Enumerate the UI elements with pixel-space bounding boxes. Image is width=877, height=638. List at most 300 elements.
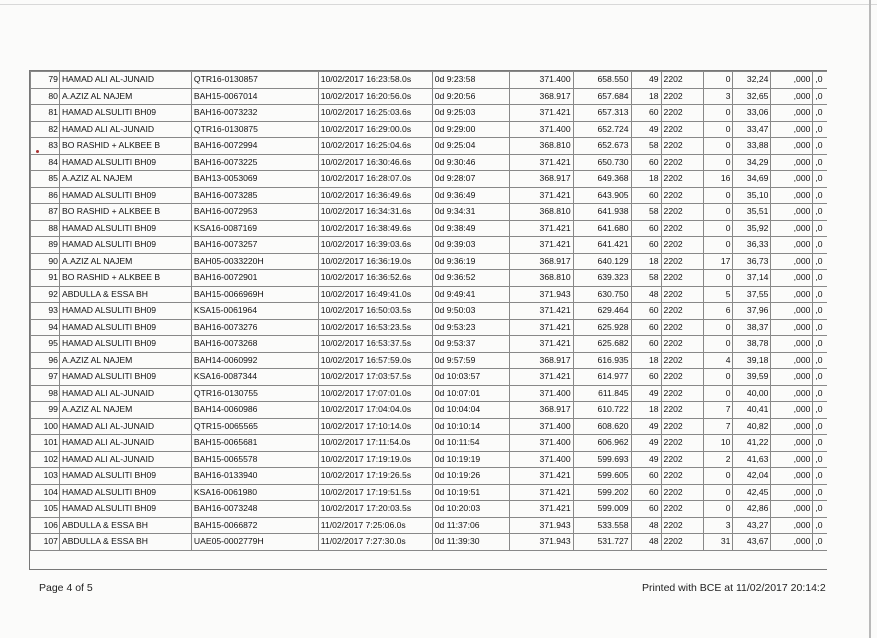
points-cell: 0: [703, 105, 733, 122]
coef-cell: 36,33: [733, 237, 771, 254]
distance-cell: 371.421: [509, 237, 573, 254]
extra-cell: ,0: [813, 220, 827, 237]
rank-cell: 100: [31, 418, 60, 435]
fancier-cell: HAMAD ALI AL-JUNAID: [59, 385, 191, 402]
table-row: [31, 517, 828, 534]
code-cell: 2202: [661, 88, 703, 105]
speed-cell: 649.368: [573, 171, 631, 188]
coef-cell: 43,27: [733, 517, 771, 534]
extra-cell: ,0: [813, 105, 827, 122]
speed-cell: 625.928: [573, 319, 631, 336]
code-cell: 2202: [661, 220, 703, 237]
results-table-body: [31, 72, 828, 551]
count-cell: 18: [631, 352, 661, 369]
code-cell: 2202: [661, 187, 703, 204]
fancier-cell: HAMAD ALSULITI BH09: [59, 501, 191, 518]
arrival-cell: 10/02/2017 16:25:03.6s: [318, 105, 432, 122]
rank-cell: 94: [31, 319, 60, 336]
rank-cell: 84: [31, 154, 60, 171]
table-row: [31, 534, 828, 551]
rank-cell: 101: [31, 435, 60, 452]
coef-cell: 33,06: [733, 105, 771, 122]
speed-cell: 657.684: [573, 88, 631, 105]
ring-cell: BAH16-0073257: [191, 237, 318, 254]
code-cell: 2202: [661, 171, 703, 188]
extra-cell: ,0: [813, 501, 827, 518]
distance-cell: 368.810: [509, 270, 573, 287]
rank-cell: 79: [31, 72, 60, 89]
code-cell: 2202: [661, 534, 703, 551]
coef-cell: 32,65: [733, 88, 771, 105]
table-row: [31, 253, 828, 270]
fancier-cell: HAMAD ALSULITI BH09: [59, 369, 191, 386]
arrival-cell: 10/02/2017 17:11:54.0s: [318, 435, 432, 452]
arrival-cell: 10/02/2017 16:53:23.5s: [318, 319, 432, 336]
points-cell: 5: [703, 286, 733, 303]
extra-cell: ,0: [813, 187, 827, 204]
arrival-cell: 10/02/2017 16:25:04.6s: [318, 138, 432, 155]
coef-cell: 41,22: [733, 435, 771, 452]
ring-cell: BAH13-0053069: [191, 171, 318, 188]
distance-cell: 371.400: [509, 418, 573, 435]
table-row: [31, 352, 828, 369]
extra-cell: ,0: [813, 468, 827, 485]
ring-cell: BAH16-0073232: [191, 105, 318, 122]
code-cell: 2202: [661, 369, 703, 386]
coef-cell: 32,24: [733, 72, 771, 89]
distance-cell: 368.917: [509, 171, 573, 188]
duration-cell: 0d 11:39:30: [432, 534, 509, 551]
code-cell: 2202: [661, 138, 703, 155]
coef-cell: 40,82: [733, 418, 771, 435]
fancier-cell: BO RASHID + ALKBEE B: [59, 270, 191, 287]
value-cell: ,000: [771, 88, 813, 105]
extra-cell: ,0: [813, 336, 827, 353]
ring-cell: QTR16-0130755: [191, 385, 318, 402]
fancier-cell: HAMAD ALSULITI BH09: [59, 468, 191, 485]
rank-cell: 103: [31, 468, 60, 485]
ring-cell: BAH16-0073276: [191, 319, 318, 336]
code-cell: 2202: [661, 501, 703, 518]
points-cell: 0: [703, 204, 733, 221]
ring-cell: KSA15-0061964: [191, 303, 318, 320]
points-cell: 10: [703, 435, 733, 452]
fancier-cell: HAMAD ALSULITI BH09: [59, 336, 191, 353]
ring-cell: KSA16-0061980: [191, 484, 318, 501]
count-cell: 60: [631, 369, 661, 386]
fancier-cell: A.AZIZ AL NAJEM: [59, 171, 191, 188]
rank-cell: 91: [31, 270, 60, 287]
count-cell: 58: [631, 270, 661, 287]
coef-cell: 34,29: [733, 154, 771, 171]
duration-cell: 0d 10:19:19: [432, 451, 509, 468]
code-cell: 2202: [661, 237, 703, 254]
speed-cell: 610.722: [573, 402, 631, 419]
value-cell: ,000: [771, 220, 813, 237]
table-row: [31, 138, 828, 155]
speed-cell: 641.680: [573, 220, 631, 237]
extra-cell: ,0: [813, 154, 827, 171]
extra-cell: ,0: [813, 534, 827, 551]
table-row: [31, 402, 828, 419]
value-cell: ,000: [771, 501, 813, 518]
coef-cell: 41,63: [733, 451, 771, 468]
ring-cell: QTR16-0130857: [191, 72, 318, 89]
distance-cell: 371.421: [509, 154, 573, 171]
code-cell: 2202: [661, 352, 703, 369]
table-row: [31, 286, 828, 303]
fancier-cell: HAMAD ALI AL-JUNAID: [59, 72, 191, 89]
count-cell: 60: [631, 484, 661, 501]
value-cell: ,000: [771, 385, 813, 402]
extra-cell: ,0: [813, 138, 827, 155]
table-row: [31, 187, 828, 204]
count-cell: 60: [631, 220, 661, 237]
ring-cell: BAH15-0065681: [191, 435, 318, 452]
speed-cell: 611.845: [573, 385, 631, 402]
arrival-cell: 10/02/2017 17:03:57.5s: [318, 369, 432, 386]
extra-cell: ,0: [813, 303, 827, 320]
distance-cell: 371.421: [509, 369, 573, 386]
table-row: [31, 88, 828, 105]
extra-cell: ,0: [813, 352, 827, 369]
distance-cell: 371.421: [509, 303, 573, 320]
points-cell: 0: [703, 369, 733, 386]
speed-cell: 599.202: [573, 484, 631, 501]
coef-cell: 33,88: [733, 138, 771, 155]
duration-cell: 0d 9:20:56: [432, 88, 509, 105]
table-row: [31, 501, 828, 518]
count-cell: 18: [631, 171, 661, 188]
count-cell: 60: [631, 105, 661, 122]
speed-cell: 643.905: [573, 187, 631, 204]
duration-cell: 0d 10:03:57: [432, 369, 509, 386]
rank-cell: 82: [31, 121, 60, 138]
points-cell: 31: [703, 534, 733, 551]
speed-cell: 606.962: [573, 435, 631, 452]
speed-cell: 658.550: [573, 72, 631, 89]
coef-cell: 40,00: [733, 385, 771, 402]
value-cell: ,000: [771, 121, 813, 138]
duration-cell: 0d 10:10:14: [432, 418, 509, 435]
distance-cell: 371.421: [509, 187, 573, 204]
value-cell: ,000: [771, 484, 813, 501]
fancier-cell: HAMAD ALSULITI BH09: [59, 319, 191, 336]
code-cell: 2202: [661, 105, 703, 122]
rank-cell: 89: [31, 237, 60, 254]
code-cell: 2202: [661, 468, 703, 485]
code-cell: 2202: [661, 286, 703, 303]
code-cell: 2202: [661, 319, 703, 336]
points-cell: 0: [703, 270, 733, 287]
ring-cell: BAH16-0072901: [191, 270, 318, 287]
count-cell: 60: [631, 468, 661, 485]
speed-cell: 652.724: [573, 121, 631, 138]
value-cell: ,000: [771, 253, 813, 270]
arrival-cell: 10/02/2017 16:36:49.6s: [318, 187, 432, 204]
value-cell: ,000: [771, 237, 813, 254]
count-cell: 60: [631, 187, 661, 204]
distance-cell: 371.400: [509, 451, 573, 468]
arrival-cell: 10/02/2017 16:23:58.0s: [318, 72, 432, 89]
coef-cell: 34,69: [733, 171, 771, 188]
value-cell: ,000: [771, 171, 813, 188]
points-cell: 0: [703, 138, 733, 155]
extra-cell: ,0: [813, 204, 827, 221]
count-cell: 48: [631, 286, 661, 303]
distance-cell: 371.421: [509, 501, 573, 518]
duration-cell: 0d 9:53:37: [432, 336, 509, 353]
distance-cell: 371.400: [509, 435, 573, 452]
points-cell: 7: [703, 402, 733, 419]
arrival-cell: 10/02/2017 17:04:04.0s: [318, 402, 432, 419]
arrival-cell: 10/02/2017 17:10:14.0s: [318, 418, 432, 435]
extra-cell: ,0: [813, 451, 827, 468]
distance-cell: 368.810: [509, 138, 573, 155]
coef-cell: 38,78: [733, 336, 771, 353]
points-cell: 0: [703, 121, 733, 138]
count-cell: 49: [631, 435, 661, 452]
arrival-cell: 10/02/2017 16:30:46.6s: [318, 154, 432, 171]
rank-cell: 102: [31, 451, 60, 468]
distance-cell: 371.421: [509, 336, 573, 353]
coef-cell: 37,55: [733, 286, 771, 303]
distance-cell: 371.400: [509, 385, 573, 402]
value-cell: ,000: [771, 154, 813, 171]
ring-cell: BAH15-0065578: [191, 451, 318, 468]
extra-cell: ,0: [813, 72, 827, 89]
page-top-edge: [0, 4, 877, 5]
speed-cell: 641.421: [573, 237, 631, 254]
table-row: [31, 220, 828, 237]
extra-cell: ,0: [813, 418, 827, 435]
arrival-cell: 10/02/2017 17:19:51.5s: [318, 484, 432, 501]
ring-cell: BAH16-0072953: [191, 204, 318, 221]
speed-cell: 629.464: [573, 303, 631, 320]
coef-cell: 42,45: [733, 484, 771, 501]
rank-cell: 107: [31, 534, 60, 551]
code-cell: 2202: [661, 72, 703, 89]
distance-cell: 371.421: [509, 484, 573, 501]
coef-cell: 42,86: [733, 501, 771, 518]
extra-cell: ,0: [813, 286, 827, 303]
ring-cell: BAH15-0066969H: [191, 286, 318, 303]
coef-cell: 33,47: [733, 121, 771, 138]
arrival-cell: 10/02/2017 17:19:26.5s: [318, 468, 432, 485]
points-cell: 0: [703, 484, 733, 501]
points-cell: 0: [703, 468, 733, 485]
table-row: [31, 451, 828, 468]
arrival-cell: 10/02/2017 16:36:52.6s: [318, 270, 432, 287]
fancier-cell: HAMAD ALI AL-JUNAID: [59, 451, 191, 468]
fancier-cell: A.AZIZ AL NAJEM: [59, 88, 191, 105]
points-cell: 0: [703, 237, 733, 254]
fancier-cell: HAMAD ALSULITI BH09: [59, 484, 191, 501]
duration-cell: 0d 9:28:07: [432, 171, 509, 188]
points-cell: 2: [703, 451, 733, 468]
value-cell: ,000: [771, 534, 813, 551]
ring-cell: BAH16-0073248: [191, 501, 318, 518]
speed-cell: 599.009: [573, 501, 631, 518]
points-cell: 0: [703, 220, 733, 237]
points-cell: 0: [703, 154, 733, 171]
value-cell: ,000: [771, 187, 813, 204]
fancier-cell: HAMAD ALSULITI BH09: [59, 105, 191, 122]
duration-cell: 0d 9:50:03: [432, 303, 509, 320]
rank-cell: 106: [31, 517, 60, 534]
arrival-cell: 10/02/2017 16:39:03.6s: [318, 237, 432, 254]
table-row: [31, 270, 828, 287]
duration-cell: 0d 9:57:59: [432, 352, 509, 369]
rank-cell: 93: [31, 303, 60, 320]
ring-cell: BAH16-0133940: [191, 468, 318, 485]
coef-cell: 38,37: [733, 319, 771, 336]
table-row: [31, 237, 828, 254]
duration-cell: 0d 11:37:06: [432, 517, 509, 534]
points-cell: 6: [703, 303, 733, 320]
table-row: [31, 121, 828, 138]
count-cell: 60: [631, 303, 661, 320]
points-cell: 0: [703, 501, 733, 518]
extra-cell: ,0: [813, 517, 827, 534]
arrival-cell: 11/02/2017 7:27:30.0s: [318, 534, 432, 551]
fancier-cell: HAMAD ALI AL-JUNAID: [59, 121, 191, 138]
code-cell: 2202: [661, 484, 703, 501]
ring-cell: QTR16-0130875: [191, 121, 318, 138]
fancier-cell: ABDULLA & ESSA BH: [59, 286, 191, 303]
code-cell: 2202: [661, 270, 703, 287]
value-cell: ,000: [771, 336, 813, 353]
speed-cell: 616.935: [573, 352, 631, 369]
arrival-cell: 10/02/2017 16:34:31.6s: [318, 204, 432, 221]
extra-cell: ,0: [813, 253, 827, 270]
rank-cell: 81: [31, 105, 60, 122]
speed-cell: 650.730: [573, 154, 631, 171]
value-cell: ,000: [771, 517, 813, 534]
arrival-cell: 10/02/2017 16:29:00.0s: [318, 121, 432, 138]
table-row: [31, 171, 828, 188]
duration-cell: 0d 10:04:04: [432, 402, 509, 419]
coef-cell: 42,04: [733, 468, 771, 485]
distance-cell: 368.917: [509, 352, 573, 369]
speed-cell: 599.605: [573, 468, 631, 485]
fancier-cell: HAMAD ALSULITI BH09: [59, 154, 191, 171]
code-cell: 2202: [661, 303, 703, 320]
duration-cell: 0d 9:23:58: [432, 72, 509, 89]
arrival-cell: 11/02/2017 7:25:06.0s: [318, 517, 432, 534]
duration-cell: 0d 9:25:04: [432, 138, 509, 155]
table-row: [31, 336, 828, 353]
extra-cell: ,0: [813, 319, 827, 336]
speed-cell: 652.673: [573, 138, 631, 155]
ring-cell: BAH16-0073268: [191, 336, 318, 353]
extra-cell: ,0: [813, 171, 827, 188]
rank-cell: 96: [31, 352, 60, 369]
coef-cell: 39,59: [733, 369, 771, 386]
fancier-cell: HAMAD ALI AL-JUNAID: [59, 418, 191, 435]
fancier-cell: BO RASHID + ALKBEE B: [59, 138, 191, 155]
count-cell: 58: [631, 138, 661, 155]
page-right-edge: [869, 0, 871, 638]
value-cell: ,000: [771, 352, 813, 369]
duration-cell: 0d 10:19:26: [432, 468, 509, 485]
code-cell: 2202: [661, 121, 703, 138]
ring-cell: KSA16-0087344: [191, 369, 318, 386]
arrival-cell: 10/02/2017 17:07:01.0s: [318, 385, 432, 402]
distance-cell: 371.421: [509, 468, 573, 485]
coef-cell: 37,14: [733, 270, 771, 287]
rank-cell: 87: [31, 204, 60, 221]
ring-cell: BAH16-0073285: [191, 187, 318, 204]
ring-cell: BAH14-0060992: [191, 352, 318, 369]
code-cell: 2202: [661, 154, 703, 171]
fancier-cell: ABDULLA & ESSA BH: [59, 517, 191, 534]
points-cell: 17: [703, 253, 733, 270]
ring-cell: QTR15-0065565: [191, 418, 318, 435]
rank-cell: 105: [31, 501, 60, 518]
distance-cell: 371.421: [509, 319, 573, 336]
points-cell: 3: [703, 88, 733, 105]
arrival-cell: 10/02/2017 16:49:41.0s: [318, 286, 432, 303]
value-cell: ,000: [771, 402, 813, 419]
extra-cell: ,0: [813, 385, 827, 402]
duration-cell: 0d 10:07:01: [432, 385, 509, 402]
distance-cell: 371.400: [509, 121, 573, 138]
count-cell: 18: [631, 88, 661, 105]
speed-cell: 625.682: [573, 336, 631, 353]
arrival-cell: 10/02/2017 16:50:03.5s: [318, 303, 432, 320]
coef-cell: 43,67: [733, 534, 771, 551]
rank-cell: 83: [31, 138, 60, 155]
extra-cell: ,0: [813, 270, 827, 287]
rank-cell: 104: [31, 484, 60, 501]
speed-cell: 641.938: [573, 204, 631, 221]
rank-cell: 95: [31, 336, 60, 353]
table-row: [31, 435, 828, 452]
results-table: [30, 71, 827, 551]
value-cell: ,000: [771, 138, 813, 155]
ring-cell: BAH14-0060986: [191, 402, 318, 419]
count-cell: 18: [631, 253, 661, 270]
code-cell: 2202: [661, 402, 703, 419]
value-cell: ,000: [771, 105, 813, 122]
count-cell: 49: [631, 121, 661, 138]
table-row: [31, 154, 828, 171]
distance-cell: 368.917: [509, 253, 573, 270]
coef-cell: 35,10: [733, 187, 771, 204]
ring-cell: BAH15-0066872: [191, 517, 318, 534]
points-cell: 7: [703, 418, 733, 435]
rank-cell: 86: [31, 187, 60, 204]
distance-cell: 371.943: [509, 534, 573, 551]
extra-cell: ,0: [813, 121, 827, 138]
points-cell: 16: [703, 171, 733, 188]
count-cell: 48: [631, 534, 661, 551]
distance-cell: 368.917: [509, 402, 573, 419]
table-row: [31, 468, 828, 485]
rank-cell: 88: [31, 220, 60, 237]
count-cell: 49: [631, 451, 661, 468]
value-cell: ,000: [771, 204, 813, 221]
fancier-cell: A.AZIZ AL NAJEM: [59, 253, 191, 270]
count-cell: 60: [631, 154, 661, 171]
extra-cell: ,0: [813, 369, 827, 386]
value-cell: ,000: [771, 468, 813, 485]
points-cell: 0: [703, 336, 733, 353]
arrival-cell: 10/02/2017 16:53:37.5s: [318, 336, 432, 353]
points-cell: 3: [703, 517, 733, 534]
table-row: [31, 369, 828, 386]
